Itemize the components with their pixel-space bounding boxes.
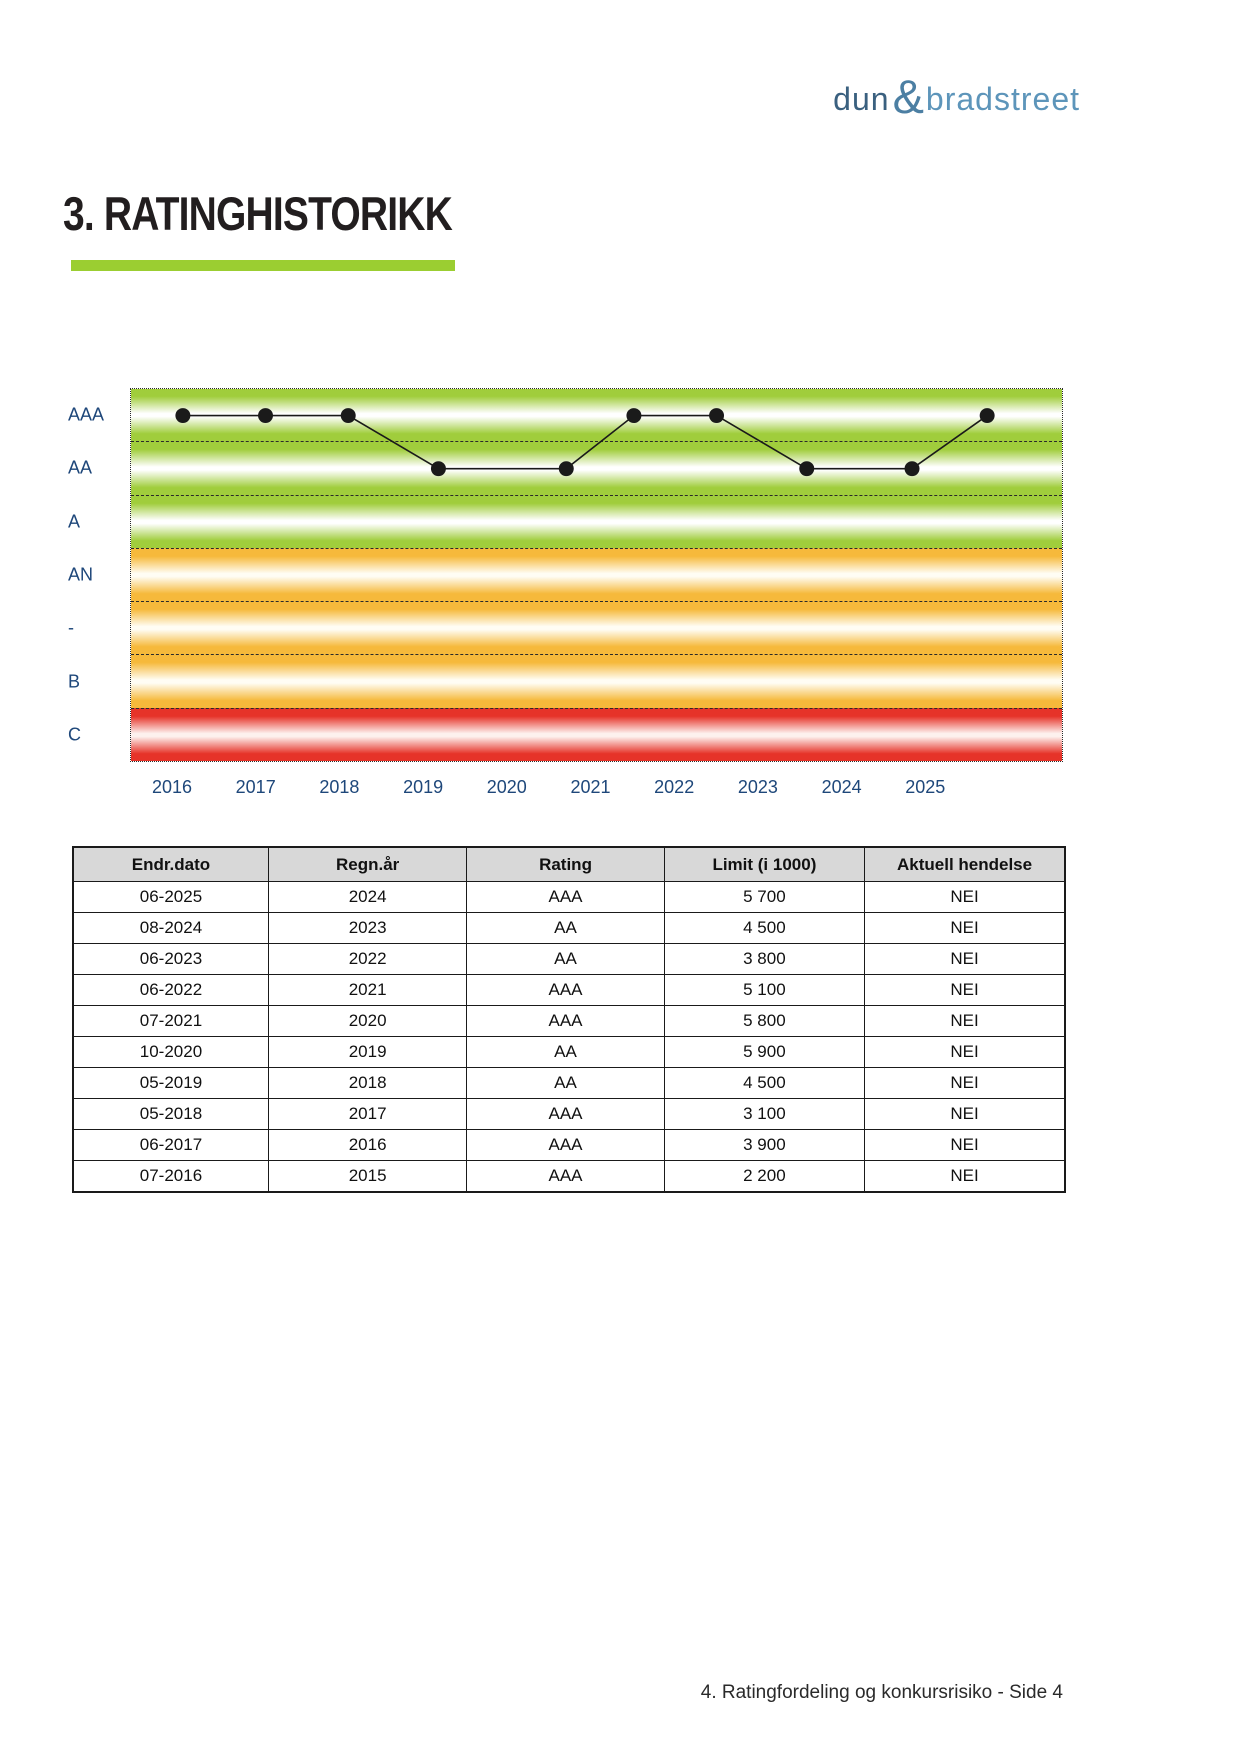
- table-cell: 06-2023: [73, 944, 268, 975]
- rating-history-chart: [130, 388, 1063, 762]
- x-axis-label: 2024: [821, 777, 862, 797]
- dun-bradstreet-logo: [833, 66, 1080, 121]
- table-cell: 06-2022: [73, 975, 268, 1006]
- table-cell: 06-2017: [73, 1130, 268, 1161]
- rating-trend-line: [183, 416, 987, 469]
- table-cell: AA: [467, 1068, 664, 1099]
- table-cell: NEI: [865, 944, 1065, 975]
- data-point: [175, 408, 190, 423]
- logo-text-bradstreet: bradstreet: [925, 81, 1080, 117]
- title-underline: [71, 260, 455, 271]
- table-cell: AAA: [467, 1161, 664, 1193]
- page-title: 3. RATINGHISTORIKK: [63, 187, 452, 240]
- table-row: [73, 882, 1065, 913]
- table-cell: 07-2016: [73, 1161, 268, 1193]
- logo-text-dun: dun: [833, 81, 890, 117]
- x-axis-label: 2020: [486, 777, 527, 797]
- y-axis-label: B: [68, 671, 81, 692]
- rating-history-table: [72, 846, 1066, 1193]
- table-cell: NEI: [865, 1130, 1065, 1161]
- table-cell: NEI: [865, 1037, 1065, 1068]
- table-cell: 4 500: [664, 913, 864, 944]
- table-cell: 3 900: [664, 1130, 864, 1161]
- table-cell: 07-2021: [73, 1006, 268, 1037]
- x-axis-label: 2016: [151, 777, 193, 797]
- table-row: [73, 1130, 1065, 1161]
- data-point: [980, 408, 995, 423]
- table-cell: NEI: [865, 1099, 1065, 1130]
- data-point: [431, 461, 446, 476]
- y-axis-label: A: [68, 511, 81, 532]
- x-axis-label: 2025: [905, 777, 946, 797]
- data-point: [341, 408, 356, 423]
- table-cell: 2 200: [664, 1161, 864, 1193]
- x-axis-label: 2018: [319, 777, 360, 797]
- table-cell: AAA: [467, 1099, 664, 1130]
- table-cell: 5 800: [664, 1006, 864, 1037]
- x-axis-label: 2019: [403, 777, 444, 797]
- table-row: [73, 1037, 1065, 1068]
- table-cell: 06-2025: [73, 882, 268, 913]
- table-cell: 5 900: [664, 1037, 864, 1068]
- table-cell: 2017: [268, 1099, 466, 1130]
- data-point: [559, 461, 574, 476]
- rating-line-plot: [131, 389, 1062, 761]
- y-axis-label: AA: [68, 457, 93, 478]
- table-header: [73, 847, 1065, 882]
- table-row: [73, 1068, 1065, 1099]
- year-axis-labels: [130, 777, 1063, 801]
- table-header-cell: Limit (i 1000): [664, 847, 864, 882]
- ampersand-icon: &: [892, 70, 924, 123]
- table-row: [73, 1161, 1065, 1193]
- table-row: [73, 1006, 1065, 1037]
- table-row: [73, 1099, 1065, 1130]
- y-axis-label: -: [68, 617, 74, 638]
- rating-axis-labels: [68, 388, 128, 762]
- table-cell: 5 100: [664, 975, 864, 1006]
- y-axis-label: AN: [68, 564, 94, 585]
- y-axis-label: AAA: [68, 404, 105, 425]
- table-cell: 05-2018: [73, 1099, 268, 1130]
- table-cell: 2016: [268, 1130, 466, 1161]
- table-cell: 3 800: [664, 944, 864, 975]
- y-axis-label: C: [68, 724, 81, 745]
- table-cell: 2015: [268, 1161, 466, 1193]
- table-header-cell: Rating: [467, 847, 664, 882]
- table-cell: NEI: [865, 1068, 1065, 1099]
- table-cell: AA: [467, 1037, 664, 1068]
- x-axis-label: 2022: [654, 777, 695, 797]
- table-cell: AAA: [467, 1130, 664, 1161]
- table-cell: 5 700: [664, 882, 864, 913]
- table-row: [73, 975, 1065, 1006]
- table-cell: 2018: [268, 1068, 466, 1099]
- data-point: [626, 408, 641, 423]
- page-footer: 4. Ratingfordeling og konkursrisiko - Side 4: [700, 1682, 1063, 1703]
- table-cell: NEI: [865, 1006, 1065, 1037]
- table-header-cell: Endr.dato: [73, 847, 268, 882]
- table-cell: 3 100: [664, 1099, 864, 1130]
- data-point: [258, 408, 273, 423]
- x-axis-label: 2023: [737, 777, 778, 797]
- table-cell: 2019: [268, 1037, 466, 1068]
- table-cell: 4 500: [664, 1068, 864, 1099]
- data-point: [709, 408, 724, 423]
- table-cell: 2023: [268, 913, 466, 944]
- data-point: [905, 461, 920, 476]
- table-cell: 05-2019: [73, 1068, 268, 1099]
- table-cell: 2020: [268, 1006, 466, 1037]
- table-cell: 08-2024: [73, 913, 268, 944]
- table-cell: AAA: [467, 975, 664, 1006]
- table-cell: NEI: [865, 1161, 1065, 1193]
- table-cell: 2021: [268, 975, 466, 1006]
- data-point: [799, 461, 814, 476]
- table-body: [73, 882, 1065, 1193]
- table-cell: 10-2020: [73, 1037, 268, 1068]
- table-cell: AAA: [467, 882, 664, 913]
- table-header-cell: Aktuell hendelse: [865, 847, 1065, 882]
- table-cell: AA: [467, 944, 664, 975]
- table-cell: NEI: [865, 975, 1065, 1006]
- table-cell: 2022: [268, 944, 466, 975]
- table-row: [73, 944, 1065, 975]
- table-cell: 2024: [268, 882, 466, 913]
- table-cell: NEI: [865, 913, 1065, 944]
- table-cell: AAA: [467, 1006, 664, 1037]
- table-row: [73, 913, 1065, 944]
- table-cell: AA: [467, 913, 664, 944]
- table-header-cell: Regn.år: [268, 847, 466, 882]
- x-axis-label: 2021: [570, 777, 611, 797]
- x-axis-label: 2017: [235, 777, 276, 797]
- table-cell: NEI: [865, 882, 1065, 913]
